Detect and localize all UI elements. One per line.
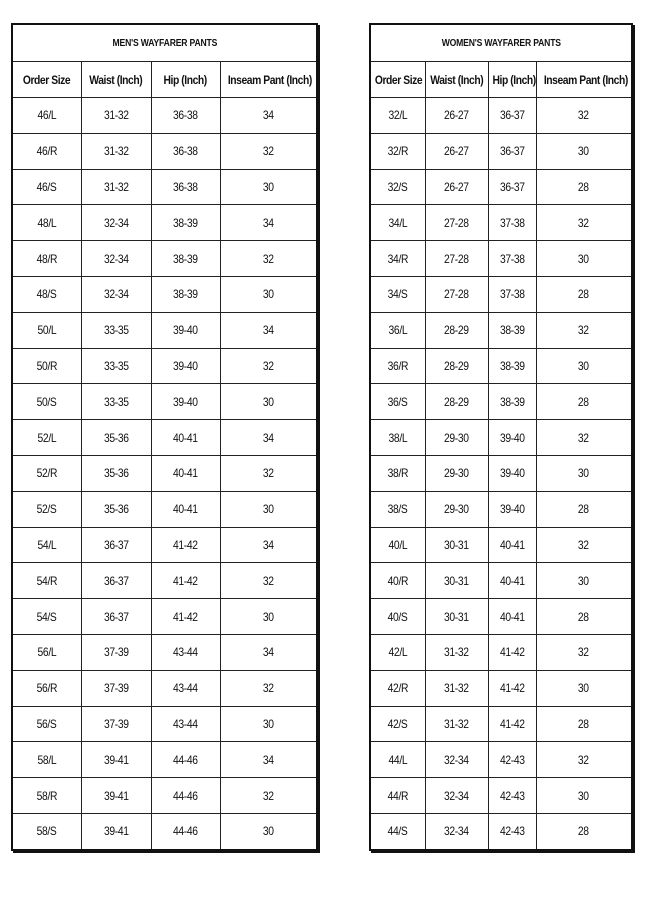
hip-cell: 38-39: [151, 205, 220, 241]
inseam-cell: 32: [220, 348, 317, 384]
hip-cell: 44-46: [151, 742, 220, 778]
waist-cell: 28-29: [425, 312, 488, 348]
waist-cell: 26-27: [425, 169, 488, 205]
order-size-cell: 42/R: [370, 670, 425, 706]
inseam-cell: 30: [220, 276, 317, 312]
waist-cell: 30-31: [425, 599, 488, 635]
hip-cell: 44-46: [151, 813, 220, 849]
order-size-cell: 46/L: [12, 98, 81, 134]
waist-cell: 31-32: [81, 133, 151, 169]
order-size-cell: 44/L: [370, 742, 425, 778]
waist-cell: 30-31: [425, 527, 488, 563]
table-row: [370, 670, 632, 706]
order-size-cell: 40/L: [370, 527, 425, 563]
order-size-cell: 54/L: [12, 527, 81, 563]
hip-cell: 36-38: [151, 98, 220, 134]
mens-header-row: [12, 62, 317, 98]
column-header-waist: Waist (Inch): [425, 62, 488, 98]
order-size-cell: 58/R: [12, 778, 81, 814]
table-row: [12, 742, 317, 778]
inseam-cell: 28: [536, 169, 632, 205]
table-row: [12, 133, 317, 169]
hip-cell: 36-38: [151, 133, 220, 169]
table-row: [12, 527, 317, 563]
waist-cell: 27-28: [425, 205, 488, 241]
waist-cell: 28-29: [425, 348, 488, 384]
column-header-order-size: Order Size: [370, 62, 425, 98]
inseam-cell: 30: [220, 813, 317, 849]
hip-cell: 41-42: [151, 599, 220, 635]
hip-cell: 42-43: [488, 778, 536, 814]
column-header-hip: Hip (Inch): [151, 62, 220, 98]
inseam-cell: 32: [536, 205, 632, 241]
table-row: [370, 599, 632, 635]
hip-cell: 41-42: [488, 670, 536, 706]
hip-cell: 38-39: [488, 348, 536, 384]
order-size-cell: 56/L: [12, 634, 81, 670]
order-size-cell: 52/S: [12, 491, 81, 527]
waist-cell: 37-39: [81, 634, 151, 670]
inseam-cell: 28: [536, 276, 632, 312]
waist-cell: 32-34: [81, 241, 151, 277]
waist-cell: 39-41: [81, 813, 151, 849]
inseam-cell: 30: [536, 563, 632, 599]
order-size-cell: 42/L: [370, 634, 425, 670]
order-size-cell: 54/S: [12, 599, 81, 635]
hip-cell: 40-41: [151, 491, 220, 527]
order-size-cell: 56/S: [12, 706, 81, 742]
waist-cell: 35-36: [81, 455, 151, 491]
inseam-cell: 32: [536, 420, 632, 456]
waist-cell: 28-29: [425, 384, 488, 420]
table-row: [370, 205, 632, 241]
hip-cell: 44-46: [151, 778, 220, 814]
waist-cell: 31-32: [81, 98, 151, 134]
waist-cell: 31-32: [425, 670, 488, 706]
inseam-cell: 30: [536, 133, 632, 169]
order-size-cell: 42/S: [370, 706, 425, 742]
waist-cell: 29-30: [425, 420, 488, 456]
table-row: [370, 169, 632, 205]
table-row: [12, 169, 317, 205]
inseam-cell: 28: [536, 384, 632, 420]
table-row: [12, 98, 317, 134]
waist-cell: 29-30: [425, 491, 488, 527]
order-size-cell: 36/R: [370, 348, 425, 384]
order-size-cell: 50/S: [12, 384, 81, 420]
inseam-cell: 34: [220, 98, 317, 134]
waist-cell: 33-35: [81, 384, 151, 420]
order-size-cell: 38/R: [370, 455, 425, 491]
table-row: [370, 706, 632, 742]
waist-cell: 39-41: [81, 778, 151, 814]
waist-cell: 26-27: [425, 98, 488, 134]
inseam-cell: 30: [220, 169, 317, 205]
waist-cell: 32-34: [81, 276, 151, 312]
table-row: [12, 670, 317, 706]
table-row: [370, 276, 632, 312]
waist-cell: 31-32: [81, 169, 151, 205]
order-size-cell: 36/S: [370, 384, 425, 420]
inseam-cell: 32: [536, 527, 632, 563]
order-size-cell: 40/R: [370, 563, 425, 599]
inseam-cell: 34: [220, 634, 317, 670]
waist-cell: 27-28: [425, 276, 488, 312]
inseam-cell: 32: [220, 241, 317, 277]
table-row: [370, 813, 632, 849]
waist-cell: 39-41: [81, 742, 151, 778]
hip-cell: 41-42: [488, 634, 536, 670]
order-size-cell: 44/R: [370, 778, 425, 814]
waist-cell: 31-32: [425, 706, 488, 742]
waist-cell: 26-27: [425, 133, 488, 169]
table-row: [12, 563, 317, 599]
table-row: [12, 778, 317, 814]
hip-cell: 38-39: [151, 276, 220, 312]
hip-cell: 36-38: [151, 169, 220, 205]
table-row: [12, 312, 317, 348]
inseam-cell: 30: [536, 778, 632, 814]
womens-header-row: [370, 62, 632, 98]
column-header-inseam: Inseam Pant (Inch): [220, 62, 317, 98]
hip-cell: 41-42: [488, 706, 536, 742]
order-size-cell: 38/S: [370, 491, 425, 527]
order-size-cell: 40/S: [370, 599, 425, 635]
hip-cell: 37-38: [488, 241, 536, 277]
column-header-inseam: Inseam Pant (Inch): [536, 62, 632, 98]
hip-cell: 43-44: [151, 706, 220, 742]
inseam-cell: 28: [536, 813, 632, 849]
order-size-cell: 32/R: [370, 133, 425, 169]
inseam-cell: 28: [536, 491, 632, 527]
waist-cell: 37-39: [81, 706, 151, 742]
hip-cell: 40-41: [488, 563, 536, 599]
inseam-cell: 32: [536, 742, 632, 778]
inseam-cell: 32: [536, 98, 632, 134]
order-size-cell: 52/L: [12, 420, 81, 456]
order-size-cell: 50/R: [12, 348, 81, 384]
inseam-cell: 32: [220, 778, 317, 814]
order-size-cell: 48/S: [12, 276, 81, 312]
inseam-cell: 32: [536, 634, 632, 670]
hip-cell: 39-40: [151, 348, 220, 384]
order-size-cell: 44/S: [370, 813, 425, 849]
column-header-hip: Hip (Inch): [488, 62, 536, 98]
table-row: [12, 599, 317, 635]
column-header-order-size: Order Size: [12, 62, 81, 98]
order-size-cell: 48/L: [12, 205, 81, 241]
hip-cell: 37-38: [488, 276, 536, 312]
table-row: [12, 491, 317, 527]
waist-cell: 32-34: [425, 742, 488, 778]
inseam-cell: 34: [220, 312, 317, 348]
order-size-cell: 52/R: [12, 455, 81, 491]
inseam-cell: 30: [536, 670, 632, 706]
table-row: [12, 634, 317, 670]
table-row: [12, 420, 317, 456]
inseam-cell: 30: [536, 241, 632, 277]
hip-cell: 41-42: [151, 563, 220, 599]
hip-cell: 42-43: [488, 742, 536, 778]
hip-cell: 39-40: [488, 491, 536, 527]
hip-cell: 38-39: [151, 241, 220, 277]
table-row: [370, 420, 632, 456]
order-size-cell: 46/S: [12, 169, 81, 205]
hip-cell: 40-41: [151, 420, 220, 456]
hip-cell: 38-39: [488, 312, 536, 348]
order-size-cell: 32/L: [370, 98, 425, 134]
table-row: [370, 98, 632, 134]
table-row: [370, 241, 632, 277]
hip-cell: 40-41: [488, 599, 536, 635]
inseam-cell: 32: [220, 133, 317, 169]
hip-cell: 43-44: [151, 670, 220, 706]
inseam-cell: 32: [220, 455, 317, 491]
womens-table-title: WOMEN'S WAYFARER PANTS: [370, 24, 632, 62]
inseam-cell: 32: [536, 312, 632, 348]
mens-size-table: [11, 23, 318, 851]
hip-cell: 43-44: [151, 634, 220, 670]
table-row: [12, 384, 317, 420]
table-row: [370, 384, 632, 420]
order-size-cell: 34/S: [370, 276, 425, 312]
order-size-cell: 38/L: [370, 420, 425, 456]
table-row: [370, 563, 632, 599]
hip-cell: 39-40: [488, 420, 536, 456]
order-size-cell: 56/R: [12, 670, 81, 706]
inseam-cell: 30: [220, 599, 317, 635]
womens-size-table: [369, 23, 633, 851]
table-row: [12, 276, 317, 312]
inseam-cell: 34: [220, 527, 317, 563]
order-size-cell: 50/L: [12, 312, 81, 348]
column-header-waist: Waist (Inch): [81, 62, 151, 98]
hip-cell: 42-43: [488, 813, 536, 849]
table-row: [12, 241, 317, 277]
hip-cell: 40-41: [151, 455, 220, 491]
table-row: [370, 778, 632, 814]
waist-cell: 33-35: [81, 348, 151, 384]
waist-cell: 36-37: [81, 563, 151, 599]
table-row: [12, 706, 317, 742]
inseam-cell: 30: [536, 348, 632, 384]
waist-cell: 35-36: [81, 420, 151, 456]
table-row: [370, 455, 632, 491]
hip-cell: 39-40: [151, 312, 220, 348]
hip-cell: 39-40: [488, 455, 536, 491]
table-row: [12, 813, 317, 849]
inseam-cell: 28: [536, 706, 632, 742]
waist-cell: 37-39: [81, 670, 151, 706]
hip-cell: 36-37: [488, 98, 536, 134]
inseam-cell: 34: [220, 420, 317, 456]
waist-cell: 32-34: [425, 813, 488, 849]
order-size-cell: 58/L: [12, 742, 81, 778]
waist-cell: 33-35: [81, 312, 151, 348]
table-row: [12, 455, 317, 491]
hip-cell: 41-42: [151, 527, 220, 563]
waist-cell: 32-34: [81, 205, 151, 241]
order-size-cell: 48/R: [12, 241, 81, 277]
waist-cell: 36-37: [81, 527, 151, 563]
hip-cell: 38-39: [488, 384, 536, 420]
inseam-cell: 34: [220, 742, 317, 778]
waist-cell: 31-32: [425, 634, 488, 670]
waist-cell: 30-31: [425, 563, 488, 599]
inseam-cell: 30: [536, 455, 632, 491]
order-size-cell: 54/R: [12, 563, 81, 599]
order-size-cell: 36/L: [370, 312, 425, 348]
order-size-cell: 46/R: [12, 133, 81, 169]
hip-cell: 39-40: [151, 384, 220, 420]
waist-cell: 32-34: [425, 778, 488, 814]
inseam-cell: 30: [220, 384, 317, 420]
inseam-cell: 30: [220, 491, 317, 527]
table-row: [12, 205, 317, 241]
inseam-cell: 30: [220, 706, 317, 742]
table-row: [370, 312, 632, 348]
table-row: [370, 348, 632, 384]
waist-cell: 35-36: [81, 491, 151, 527]
inseam-cell: 32: [220, 670, 317, 706]
inseam-cell: 28: [536, 599, 632, 635]
order-size-cell: 32/S: [370, 169, 425, 205]
mens-table-title: MEN'S WAYFARER PANTS: [12, 24, 317, 62]
order-size-cell: 58/S: [12, 813, 81, 849]
hip-cell: 36-37: [488, 169, 536, 205]
table-row: [370, 133, 632, 169]
table-row: [370, 491, 632, 527]
waist-cell: 27-28: [425, 241, 488, 277]
waist-cell: 29-30: [425, 455, 488, 491]
table-row: [370, 634, 632, 670]
hip-cell: 40-41: [488, 527, 536, 563]
table-row: [12, 348, 317, 384]
order-size-cell: 34/R: [370, 241, 425, 277]
table-row: [370, 742, 632, 778]
hip-cell: 37-38: [488, 205, 536, 241]
inseam-cell: 32: [220, 563, 317, 599]
hip-cell: 36-37: [488, 133, 536, 169]
table-row: [370, 527, 632, 563]
inseam-cell: 34: [220, 205, 317, 241]
order-size-cell: 34/L: [370, 205, 425, 241]
waist-cell: 36-37: [81, 599, 151, 635]
